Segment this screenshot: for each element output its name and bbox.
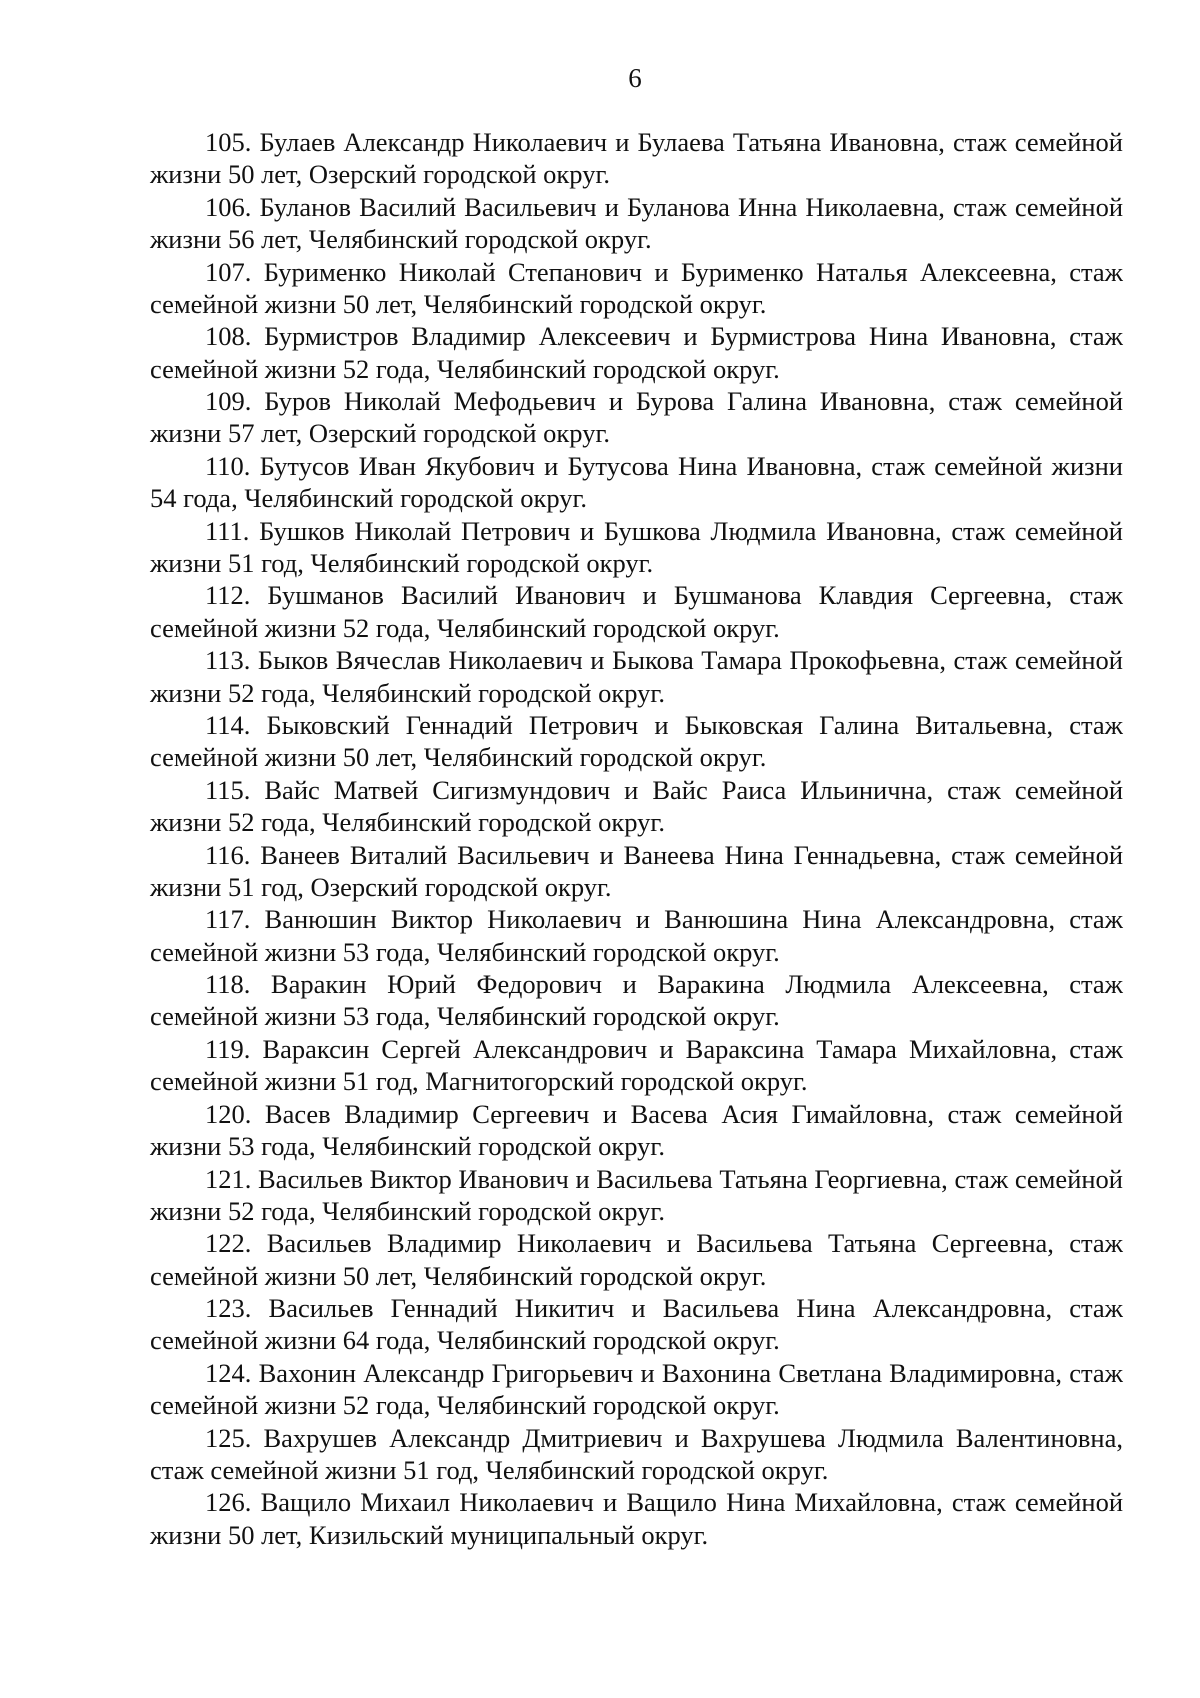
list-item: 117. Ванюшин Виктор Николаевич и Ванюшина Нина Александровна, стаж семейной жизни 53 года, Челябинский городской округ.	[150, 904, 1123, 967]
award-list	[150, 126, 1123, 1551]
list-item: 106. Буланов Василий Васильевич и Буланова Инна Николаевна, стаж семейной жизни 56 лет, Челябинский городской округ.	[150, 191, 1123, 255]
list-item: 118. Варакин Юрий Федорович и Варакина Людмила Алексеевна, стаж семейной жизни 53 года, Челябинский городской округ.	[150, 969, 1123, 1032]
list-item: 119. Вараксин Сергей Александрович и Вараксина Тамара Михайловна, стаж семейной жизни 51 год, Магнитогорский городской округ.	[150, 1033, 1123, 1097]
list-item: 107. Бурименко Николай Степанович и Бурименко Наталья Алексеевна, стаж семейной жизни 50 лет, Челябинский городской округ.	[150, 256, 1123, 319]
list-item: 123. Васильев Геннадий Никитич и Васильева Нина Александровна, стаж семейной жизни 64 года, Челябинский городской округ.	[150, 1293, 1123, 1356]
list-item: 124. Вахонин Александр Григорьевич и Вахонина Светлана Владимировна, стаж семейной жизни 52 года, Челябинский городской округ.	[150, 1357, 1123, 1421]
list-item: 126. Ващило Михаил Николаевич и Ващило Нина Михайловна, стаж семейной жизни 50 лет, Кизильский муниципальный округ.	[150, 1487, 1123, 1550]
list-item: 105. Булаев Александр Николаевич и Булаева Татьяна Ивановна, стаж семейной жизни 50 лет, Озерский городской округ.	[150, 127, 1123, 190]
list-item: 121. Васильев Виктор Иванович и Васильева Татьяна Георгиевна, стаж семейной жизни 52 года, Челябинский городской округ.	[150, 1163, 1123, 1226]
list-item: 122. Васильев Владимир Николаевич и Васильева Татьяна Сергеевна, стаж семейной жизни 50 лет, Челябинский городской округ.	[150, 1228, 1123, 1291]
list-item: 120. Васев Владимир Сергеевич и Васева Асия Гимайловна, стаж семейной жизни 53 года, Челябинский городской округ.	[150, 1098, 1123, 1162]
list-item: 113. Быков Вячеслав Николаевич и Быкова Тамара Прокофьевна, стаж семейной жизни 52 года, Челябинский городской округ.	[150, 645, 1123, 708]
list-item: 116. Ванеев Виталий Васильевич и Ванеева Нина Геннадьевна, стаж семейной жизни 51 год, Озерский городской округ.	[150, 839, 1123, 902]
page-number: 6	[628, 63, 642, 93]
list-item: 114. Быковский Геннадий Петрович и Быковская Галина Витальевна, стаж семейной жизни 50 лет, Челябинский городской округ.	[150, 710, 1123, 773]
list-item: 110. Бутусов Иван Якубович и Бутусова Нина Ивановна, стаж семейной жизни 54 года, Челябинский городской округ.	[150, 450, 1123, 514]
list-item: 111. Бушков Николай Петрович и Бушкова Людмила Ивановна, стаж семейной жизни 51 год, Челябинский городской округ.	[150, 515, 1123, 578]
list-item: 108. Бурмистров Владимир Алексеевич и Бурмистрова Нина Ивановна, стаж семейной жизни 52 года, Челябинский городской округ.	[150, 321, 1123, 384]
list-item: 112. Бушманов Василий Иванович и Бушманова Клавдия Сергеевна, стаж семейной жизни 52 года, Челябинский городской округ.	[150, 580, 1123, 643]
list-item: 125. Вахрушев Александр Дмитриевич и Вахрушева Людмила Валентиновна, стаж семейной жизни 51 год, Челябинский городской округ.	[150, 1422, 1123, 1485]
list-item: 115. Вайс Матвей Сигизмундович и Вайс Раиса Ильинична, стаж семейной жизни 52 года, Челябинский городской округ.	[150, 774, 1123, 838]
list-item: 109. Буров Николай Мефодьевич и Бурова Галина Ивановна, стаж семейной жизни 57 лет, Озерский городской округ.	[150, 386, 1123, 449]
